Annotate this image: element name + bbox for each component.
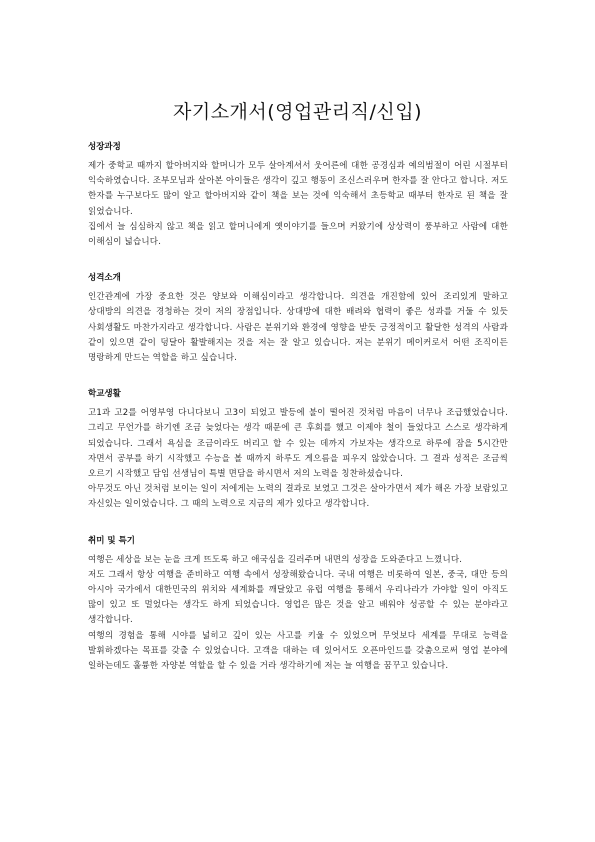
paragraph: 저도 그래서 항상 여행을 준비하고 여행 속에서 성장해왔습니다. 국내 여행은 비롯하여 일본, 중국, 대만 등의 아시아 국가에서 대한민국의 위치와 세계화를 깨달았고 유럽 여행을 통해서 우리나라가 가야할 일이 아직도 많이 있고 또 멀었다는 생각도 하게 되었습니다. 영업은 많은 것을 알고 배워야 성공할 수 있는 분야라고 생각합니다.	[88, 569, 508, 626]
section-heading: 성장과정	[88, 142, 121, 152]
section-hobbies	[88, 534, 508, 675]
section-school-life	[88, 387, 508, 512]
paragraph: 아무것도 아닌 것처럼 보이는 일이 저에게는 노력의 결과로 보였고 그것은 살아가면서 제가 해온 가장 보람있고 자신있는 일이었습니다. 그 때의 노력으로 지금의 제가 있다고 생각합니다.	[88, 484, 508, 510]
section-growth	[88, 140, 508, 250]
section-heading: 취미 및 특기	[88, 535, 135, 546]
document-body	[88, 140, 508, 695]
paragraph: 여행은 세상을 보는 눈을 크게 뜨도록 하고 애국심을 길러주며 내면의 성장을 도와준다고 느꼈니다.	[88, 554, 463, 565]
section-heading: 학교생활	[88, 389, 121, 400]
paragraph: 인간관계에 가장 중요한 것은 양보와 이해심이라고 생각합니다. 의견을 개진함에 있어 조리있게 말하고 상대방의 의견을 경청하는 것이 저의 장점입니다. 상대방에 대한 배려와 협력이 좋은 성과를 거둘 수 있듯 사회생활도 마찬가지라고 생각합니다. 사람은 분위기와 환경에 영향을 받듯 긍정적이고 활달한 성격의 사람과 같이 있으면 같이 덩달아 활발해지는 것을 저는 잘 알고 있습니다. 저는 분위기 메이커로서 어떤 조직이든 명랑하게 만드는 역할을 하고 싶습니다.	[88, 292, 508, 364]
document-title: 자기소개서(영업관리직/신입)	[173, 101, 422, 123]
section-heading: 성격소개	[88, 273, 121, 284]
paragraph: 여행의 경험을 통해 시야를 넓히고 깊이 있는 사고를 키울 수 있었으며 무엇보다 세계를 무대로 능력을 발휘하겠다는 목표를 갖출 수 있었습니다. 고객을 대하는 데 있어서도 오픈마인드를 갖춤으로써 영업 분야에 일하는데도 훌륭한 자양분 역할을 할 수 있을 거라 생각하기에 저는 늘 여행을 꿈꾸고 있습니다.	[88, 630, 508, 672]
section-personality	[88, 271, 508, 366]
paragraph: 제가 중학교 때까지 할아버지와 할머니가 모두 살아계셔서 웃어른에 대한 공경심과 예의범절이 어린 시절부터 익숙하였습니다. 조부모님과 살아본 아이들은 생각이 깊고 행동이 조신스러우며 한자를 잘 안다고 합니다. 저도 한자를 누구보다도 많이 알고 할아버지와 같이 책을 보는 것에 익숙해서 초등학교 때부터 한자로 된 책을 잘 읽었습니다.	[88, 161, 508, 217]
paragraph: 집에서 늘 심심하지 않고 책을 읽고 할머니에게 옛이야기를 들으며 커왔기에 상상력이 풍부하고 사람에 대한 이해심이 넓습니다.	[88, 221, 508, 248]
paragraph: 고1과 고2를 어영부영 다니다보니 고3이 되었고 발등에 불이 떨어진 것처럼 마음이 너무나 조급했었습니다. 그리고 무언가를 하기엔 조금 늦었다는 생각 때문에 큰 후회를 했고 이제야 철이 들었다고 스스로 생각하게 되었습니다. 그래서 욕심을 조금이라도 버리고 할 수 있는 데까지 가보자는 생각으로 하루에 잠을 5시간만 자면서 공부를 하기 시작했고 수능을 볼 때까지 하루도 게으름을 피우지 않았습니다. 그 결과 성적은 조금씩 오르기 시작했고 담임 선생님이 특별 면담을 하시면서 저의 노력을 칭찬하셨습니다.	[88, 408, 508, 480]
